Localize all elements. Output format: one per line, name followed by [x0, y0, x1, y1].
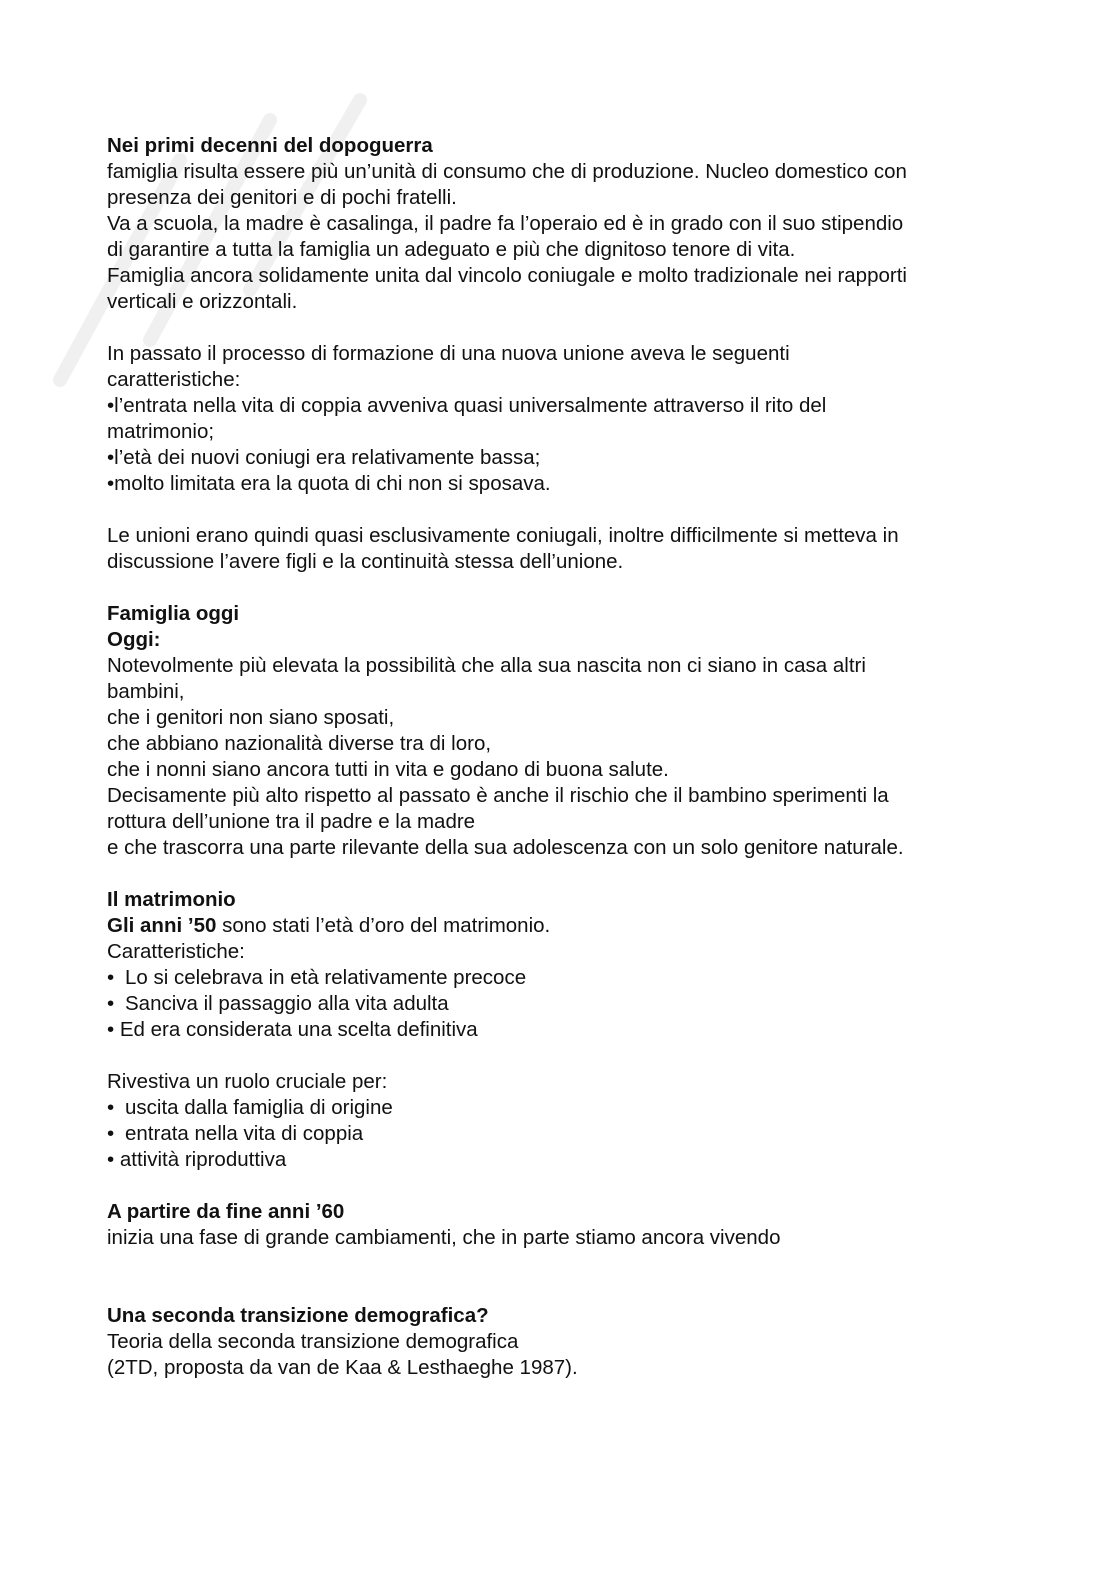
bullet-icon: • [107, 992, 115, 1015]
text-line: di garantire a tutta la famiglia un adeguato e più che dignitoso tenore di vita. [107, 238, 796, 261]
list-item: • uscita dalla famiglia di origine [107, 1096, 393, 1119]
text-line: discussione l’avere figli e la continuità stessa dell’unione. [107, 550, 624, 573]
heading-matrimonio: Il matrimonio [107, 888, 236, 911]
list-item: • entrata nella vita di coppia [107, 1122, 364, 1145]
heading-fine-anni-60: A partire da fine anni ’60 [107, 1200, 345, 1223]
text-line: inizia una fase di grande cambiamenti, che in parte stiamo ancora vivendo [107, 1226, 781, 1249]
intro-rest: sono stati l’età d’oro del matrimonio. [216, 914, 551, 937]
text-line: (2TD, proposta da van de Kaa & Lesthaeghe 1987). [107, 1356, 578, 1379]
subheading-oggi: Oggi: [107, 628, 161, 651]
text-line: •molto limitata era la quota di chi non si sposava. [107, 472, 551, 495]
text-line: Va a scuola, la madre è casalinga, il padre fa l’operaio ed è in grado con il suo stipendio [107, 212, 904, 235]
text-line: Le unioni erano quindi quasi esclusivamente coniugali, inoltre difficilmente si metteva in [107, 524, 899, 547]
text-line: presenza dei genitori e di pochi fratelli. [107, 186, 457, 209]
text-line: famiglia risulta essere più un’unità di consumo che di produzione. Nucleo domestico con [107, 160, 907, 183]
text-line: che i nonni siano ancora tutti in vita e godano di buona salute. [107, 758, 669, 781]
text-line: Decisamente più alto rispetto al passato è anche il rischio che il bambino sperimenti la [107, 784, 889, 807]
text-line: verticali e orizzontali. [107, 290, 298, 313]
text-line: In passato il processo di formazione di una nuova unione aveva le seguenti [107, 342, 790, 365]
list-item: • Sanciva il passaggio alla vita adulta [107, 992, 449, 1015]
text-line [107, 913, 1007, 939]
text-line: che abbiano nazionalità diverse tra di loro, [107, 732, 492, 755]
heading-famiglia-oggi: Famiglia oggi [107, 602, 240, 625]
text-line: Teoria della seconda transizione demografica [107, 1330, 519, 1353]
text-line: Rivestiva un ruolo cruciale per: [107, 1070, 388, 1093]
list-item: • Lo si celebrava in età relativamente precoce [107, 966, 527, 989]
text-line: che i genitori non siano sposati, [107, 706, 395, 729]
list-item: • Ed era considerata una scelta definitiva [107, 1018, 478, 1041]
text-line: •l’età dei nuovi coniugi era relativamente bassa; [107, 446, 541, 469]
text-line: Famiglia ancora solidamente unita dal vincolo coniugale e molto tradizionale nei rapporti [107, 264, 907, 287]
list-item: • attività riproduttiva [107, 1148, 287, 1171]
text-line: rottura dell’unione tra il padre e la madre [107, 810, 476, 833]
text-line: Notevolmente più elevata la possibilità che alla sua nascita non ci siano in casa altri [107, 654, 866, 677]
text-line: bambini, [107, 680, 185, 703]
text-line: •l’entrata nella vita di coppia avveniva quasi universalmente attraverso il rito del [107, 394, 827, 417]
bullet-icon: • [107, 966, 115, 989]
bold-anni-50: Gli anni ’50 [107, 914, 217, 937]
text-line: matrimonio; [107, 420, 215, 443]
text-line: caratteristiche: [107, 368, 241, 391]
text-line: e che trascorra una parte rilevante della sua adolescenza con un solo genitore naturale. [107, 836, 904, 859]
document-page [107, 133, 1007, 1381]
heading-dopoguerra: Nei primi decenni del dopoguerra [107, 134, 433, 157]
bullet-icon: • [107, 1122, 115, 1145]
text-line: Caratteristiche: [107, 940, 245, 963]
heading-seconda-transizione: Una seconda transizione demografica? [107, 1304, 489, 1327]
bullet-icon: • [107, 1096, 115, 1119]
